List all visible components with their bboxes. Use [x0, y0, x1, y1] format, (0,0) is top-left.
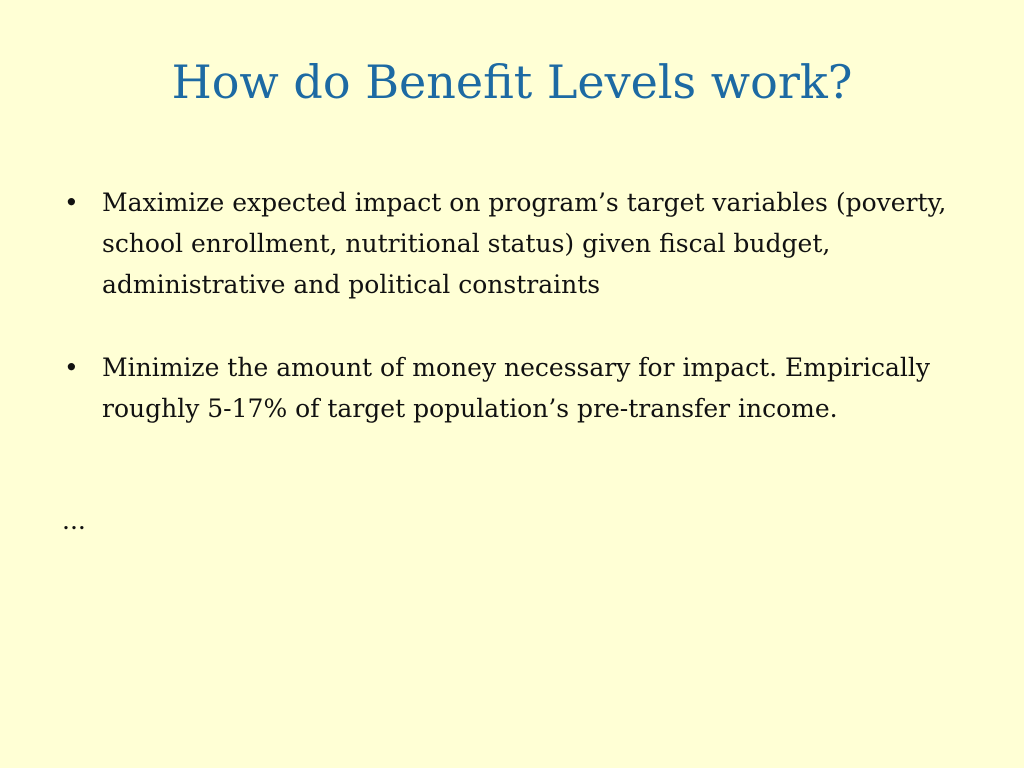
ellipsis-text: ...	[62, 506, 86, 535]
bullet-dot-icon: •	[64, 353, 79, 382]
bullet-list	[58, 182, 978, 471]
bullet-dot-icon: •	[64, 188, 79, 217]
slide-title: How do Benefit Levels work?	[171, 55, 853, 109]
bullet-text: Maximize expected impact on program’s target variables (poverty, school enrollment, nutritional status) given fiscal budget, administrative and political constraints	[102, 188, 947, 299]
bullet-text: Minimize the amount of money necessary for impact. Empirically roughly 5-17% of target population’s pre-transfer income.	[102, 353, 930, 423]
bullet-item	[58, 182, 978, 305]
bullet-item	[58, 347, 978, 429]
